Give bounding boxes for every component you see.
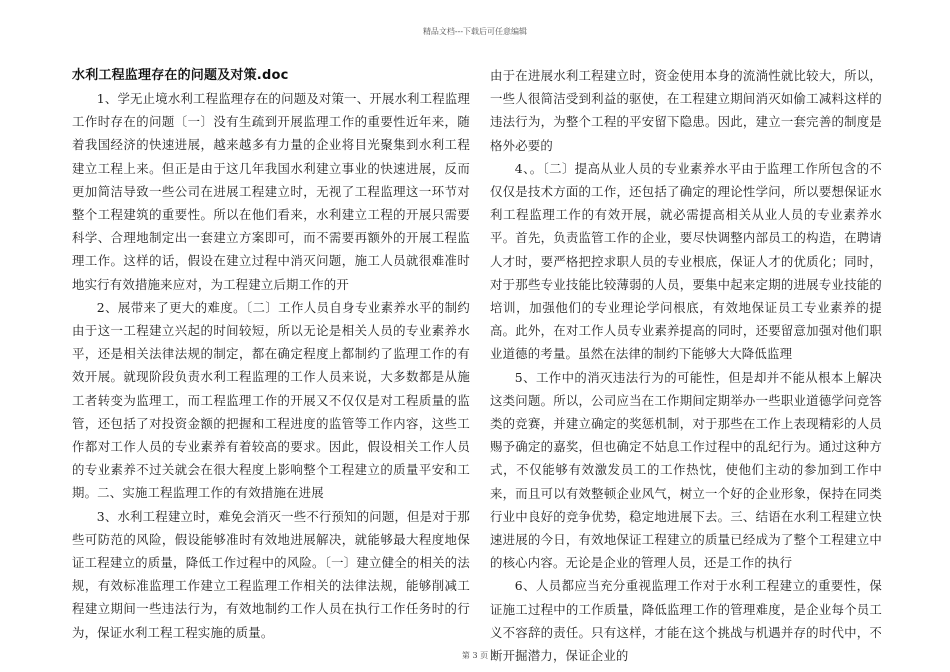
page-header: 精品文档---下载后可任意编辑 (422, 27, 528, 36)
paragraph-4: 4、。〔二〕提高从业人员的专业素养水平由于监理工作所包含的不仅仅是技术方面的工作，还包括了确定的理论性学问，所以要想保证水利工程监理工作的有效开展，就必需提高相关从业人员的专业素养水平。首先，负责监管工作的企业，要尽快调整内部员工的构造，在聘请人才时，要严格把控求职人员的专业根底，保证人才的优质化；同时，对于那些专业技能比较薄弱的人员，要集中起来定期的进展专业技能的培训，加强他们的专业理论学问根底，有效地保证员工专业素养的提高。此外，在对工作人员专业素养提高的同时，还要留意加强对他们职业道德的考量。虽然在法律的制约下能够大大降低监理 (490, 160, 882, 362)
document-title: 水利工程监理存在的问题及对策.doc (72, 68, 289, 83)
paragraph-1: 1、学无止境水利工程监理存在的问题及对策一、开展水利工程监理工作时存在的问题〔一〕没有生疏到开展监理工作的重要性近年来，随着我国经济的快速进展，越来越多有力量的企业将目光聚集到水利工程建立工程上来。但正是由于这几年我国水利建立事业的快速进展，反而更加简洁导致一些公司在进展工程建立时，无视了工程监理这一环节对整个工程建筑的重要性。所以在他们看来，水利建立工程的开展只需要科学、合理地制定出一套建立方案即可，而不需要再额外的开展工程监理工作。这样的话，假设在建立过程中消灭问题，施工人员就很难准时地实行有效措施来应对，为工程建立后期工作的开 (72, 91, 471, 292)
paragraph-5: 5、工作中的消灭违法行为的可能性，但是却并不能从根本上解决这类问题。所以，公司应当在工作期间定期举办一些职业道德学问竞答类的竞赛，并建立确定的奖惩机制，对于那些在工作上表现精彩的人员赐予确定的嘉奖，但也确定不姑息工作过程中的乱纪行为。通过这种方式，不仅能够有效激发员工的工作热忱，使他们主动的参加到工作中来，而且可以有效整顿企业风气，树立一个好的企业形象，保持在同类行业中良好的竞争优势，稳定地进展下去。三、结语在水利工程建立快速进展的今日，有效地保证工程建立的质量已经成为了整个工程建立中的核心内容。无论是企业的管理人员，还是工作的执行 (490, 369, 882, 571)
left-column (72, 64, 470, 644)
paragraph-3-continued: 由于在进展水利工程建立时，资金使用本身的流淌性就比较大，所以，一些人很简洁受到利益的驱使，在工程建立期间消灭如偷工减料这样的违法行为，为整个工程的平安留下隐患。因此，建立一套完善的制度是格外必要的 (490, 68, 882, 153)
paragraph-6: 6、人员都应当充分重视监理工作对于水利工程建立的重要性，保证施工过程中的工作质量，降低监理工作的管理难度，是企业每个员工义不容辞的责任。只有这样，才能在这个挑战与机遇并存的时代中，不断开掘潜力，保证企业的 (490, 578, 882, 664)
paragraph-2: 2、展带来了更大的难度。〔二〕工作人员自身专业素养水平的制约由于这一工程建立兴起的时间较短，所以无论是相关人员的专业素养水平，还是相关法律法规的制定，都在确定程度上都制约了监理工作的有效开展。就现阶段负责水利工程监理的工作人员来说，大多数都是从施工者转变为监理工，而工程监理工作的开展又不仅仅是对工程质量的监管，还包括了对投资金额的把握和工程进度的监管等工作内容，这些工作都对工作人员的专业素养有着较高的要求。因此，假设相关工作人员的专业素养不过关就会在很大程度上影响整个工程建立的质量平安和工期。二、实施工程监理工作的有效措施在进展 (72, 299, 470, 501)
page-number: 第 3 页 (461, 651, 489, 660)
right-column (490, 64, 882, 667)
paragraph-3: 3、水利工程建立时，难免会消灭一些不行预知的问题，但是对于那些可防范的风险，假设能够准时有效地进展解决，就能够最大程度地保证工程建立的质量，降低工作过程中的风险。〔一〕建立健全的相关的法规，有效标准监理工作建立工程监理工作相关的法律法规，能够削减工程建立期间一些违法行为，有效地制约工作人员在执行工作任务时的行为，保证水利工程工程实施的质量。 (72, 508, 471, 640)
